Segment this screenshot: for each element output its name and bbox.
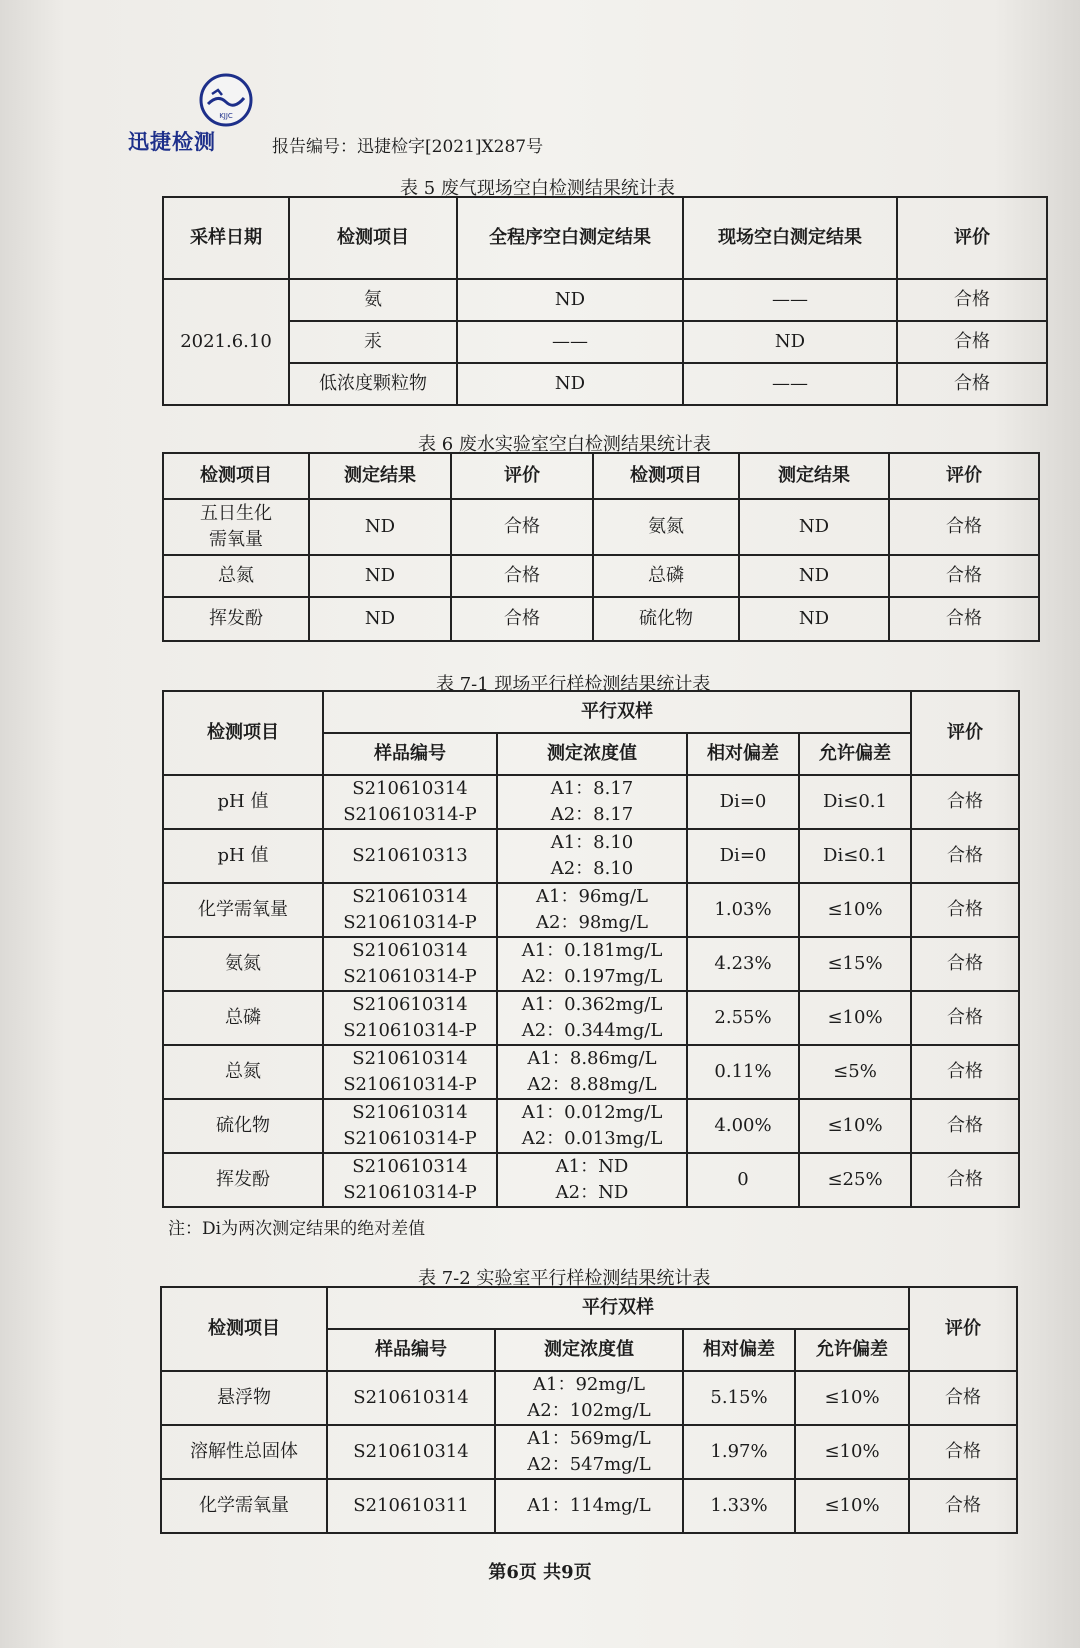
table-cell <box>163 499 309 555</box>
table-cell <box>909 1425 1017 1479</box>
cell-line: Di≤0.1 <box>823 791 887 812</box>
table71-header-item: 检测项目 <box>163 691 323 775</box>
table-cell <box>323 991 497 1045</box>
table-cell <box>795 1425 909 1479</box>
table-row <box>163 321 1047 363</box>
table-cell <box>911 991 1019 1045</box>
table71-header-row <box>163 691 1019 733</box>
table-cell: ND <box>309 597 451 641</box>
table-cell <box>323 1045 497 1099</box>
table71-header-sample: 样品编号 <box>323 733 497 775</box>
table-cell <box>799 1045 911 1099</box>
table71-header-eval: 评价 <box>911 691 1019 775</box>
table72-header-item: 检测项目 <box>161 1287 327 1371</box>
table-cell: 合格 <box>897 321 1047 363</box>
table-row <box>163 597 1039 641</box>
table-row <box>161 1371 1017 1425</box>
cell-line: S210610314-P <box>343 966 477 987</box>
table-cell <box>163 1099 323 1153</box>
cell-line: A2：8.10 <box>550 858 634 879</box>
table-row <box>161 1479 1017 1533</box>
cell-line: S210610314 <box>352 994 468 1015</box>
cell-line: A2：102mg/L <box>527 1400 651 1421</box>
cell-line: S210610314-P <box>343 912 477 933</box>
table5-caption: 表 5 废气现场空白检测结果统计表 <box>400 178 675 199</box>
table-cell <box>687 883 799 937</box>
cell-line: ≤10% <box>827 1007 883 1028</box>
cell-line: 5.15% <box>710 1387 768 1408</box>
table5-header-row <box>163 197 1047 279</box>
table-cell: 总氮 <box>163 555 309 597</box>
table-row <box>163 279 1047 321</box>
page-number: 第6页 共9页 <box>488 1562 592 1583</box>
table-cell <box>495 1425 683 1479</box>
report-number: 报告编号：迅捷检字[2021]X287号 <box>272 137 544 157</box>
table-cell <box>327 1371 495 1425</box>
table72-header-allow: 允许偏差 <box>795 1329 909 1371</box>
table-cell: ND <box>739 555 889 597</box>
table-cell: —— <box>457 321 683 363</box>
cell-line: 溶解性总固体 <box>190 1441 298 1462</box>
table-cell <box>909 1479 1017 1533</box>
table71-body <box>163 775 1019 1207</box>
cell-line: A1：8.86mg/L <box>527 1048 657 1069</box>
cell-line: ≤10% <box>824 1495 880 1516</box>
table-row <box>161 1425 1017 1479</box>
cell-line: Di=0 <box>719 791 767 812</box>
table6 <box>162 452 1040 642</box>
table-cell: ND <box>739 597 889 641</box>
cell-line: 挥发酚 <box>216 1169 270 1190</box>
cell-line: A2：0.344mg/L <box>521 1020 663 1041</box>
table6-header-cell: 评价 <box>451 453 593 499</box>
table-cell <box>323 829 497 883</box>
cell-line: S210610314-P <box>343 1128 477 1149</box>
cell-line: 合格 <box>947 953 983 974</box>
table-cell <box>327 1425 495 1479</box>
table-cell <box>323 775 497 829</box>
table-cell <box>495 1371 683 1425</box>
cell-line: A1：0.012mg/L <box>521 1102 663 1123</box>
table-cell <box>795 1371 909 1425</box>
table72-header-group: 平行双样 <box>327 1287 909 1329</box>
table-cell <box>163 1153 323 1207</box>
table-cell <box>163 991 323 1045</box>
table-cell <box>795 1479 909 1533</box>
table-cell: 氨 <box>289 279 457 321</box>
table-cell <box>687 1045 799 1099</box>
table-cell <box>683 1425 795 1479</box>
table-cell <box>911 883 1019 937</box>
cell-line: 合格 <box>947 1115 983 1136</box>
table-cell <box>323 1099 497 1153</box>
table-row <box>163 363 1047 405</box>
table-cell: ND <box>457 279 683 321</box>
table-cell: ND <box>683 321 897 363</box>
table5-header-cell: 检测项目 <box>289 197 457 279</box>
table-cell: 合格 <box>451 597 593 641</box>
brand-name: 迅捷检测 <box>128 130 216 154</box>
table-cell <box>323 1153 497 1207</box>
table-cell <box>161 1479 327 1533</box>
table-cell: 低浓度颗粒物 <box>289 363 457 405</box>
cell-line: A2：0.013mg/L <box>521 1128 663 1149</box>
table72 <box>160 1286 1018 1534</box>
table-cell: —— <box>683 363 897 405</box>
table-cell: ND <box>739 499 889 555</box>
cell-line: A1：569mg/L <box>527 1428 651 1449</box>
table-row <box>163 775 1019 829</box>
table-cell: 汞 <box>289 321 457 363</box>
table-row <box>163 883 1019 937</box>
table-row <box>163 1153 1019 1207</box>
table5-header-cell: 评价 <box>897 197 1047 279</box>
table-cell <box>799 1153 911 1207</box>
cell-line: 悬浮物 <box>217 1387 271 1408</box>
table5-header-cell: 全程序空白测定结果 <box>457 197 683 279</box>
cell-line: A1：0.181mg/L <box>521 940 663 961</box>
cell-line: S210610314-P <box>343 1182 477 1203</box>
table71-note: 注：Di为两次测定结果的绝对差值 <box>168 1219 426 1239</box>
table-cell <box>163 937 323 991</box>
cell-line: S210610314 <box>352 886 468 907</box>
table-cell <box>497 829 687 883</box>
table-cell: —— <box>683 279 897 321</box>
table-cell <box>911 1099 1019 1153</box>
cell-line: A1：ND <box>555 1156 629 1177</box>
table-cell <box>687 829 799 883</box>
table6-header-cell: 检测项目 <box>593 453 739 499</box>
table-cell <box>911 829 1019 883</box>
table-cell <box>799 883 911 937</box>
cell-line: 4.23% <box>714 953 772 974</box>
table-cell: ND <box>309 555 451 597</box>
table-cell <box>497 775 687 829</box>
table-cell <box>497 1099 687 1153</box>
table71-header-conc: 测定浓度值 <box>497 733 687 775</box>
table-cell <box>687 1153 799 1207</box>
table-cell <box>687 1099 799 1153</box>
cell-line: pH 值 <box>217 791 269 812</box>
table-cell <box>683 1479 795 1533</box>
table-cell <box>911 1153 1019 1207</box>
table-cell <box>799 829 911 883</box>
table6-header-row <box>163 453 1039 499</box>
cell-line: A1：92mg/L <box>533 1374 645 1395</box>
table-cell <box>497 937 687 991</box>
cell-line: A2：98mg/L <box>536 912 648 933</box>
cell-line: 1.33% <box>710 1495 768 1516</box>
table-cell <box>163 883 323 937</box>
cell-line: 合格 <box>947 845 983 866</box>
table-cell <box>497 1045 687 1099</box>
cell-line: A2：8.88mg/L <box>527 1074 657 1095</box>
table-row <box>163 1099 1019 1153</box>
cell-line: A1：8.17 <box>550 778 634 799</box>
table-cell <box>683 1371 795 1425</box>
table-row <box>163 937 1019 991</box>
table-cell <box>163 1045 323 1099</box>
table-cell: 合格 <box>451 499 593 555</box>
sampling-date: 2021.6.10 <box>163 279 289 405</box>
cell-line: S210610314-P <box>343 1020 477 1041</box>
cell-line: A2：0.197mg/L <box>521 966 663 987</box>
cell-line: A1：96mg/L <box>536 886 648 907</box>
table-cell: ND <box>309 499 451 555</box>
table-cell <box>161 1371 327 1425</box>
cell-line: 合格 <box>947 899 983 920</box>
table-row <box>163 499 1039 555</box>
table72-body <box>161 1371 1017 1533</box>
table-cell <box>799 991 911 1045</box>
company-logo <box>198 72 254 128</box>
cell-line: S210610314 <box>353 1441 469 1462</box>
cell-line: ≤25% <box>827 1169 883 1190</box>
cell-line: 1.97% <box>710 1441 768 1462</box>
table-row <box>163 1045 1019 1099</box>
table-cell <box>497 991 687 1045</box>
cell-line: 氨氮 <box>225 953 261 974</box>
table-cell <box>799 1099 911 1153</box>
table72-header-sample: 样品编号 <box>327 1329 495 1371</box>
table6-header-cell: 检测项目 <box>163 453 309 499</box>
cell-line: 总氮 <box>225 1061 261 1082</box>
cell-line: ≤10% <box>824 1441 880 1462</box>
cell-line: 化学需氧量 <box>198 899 288 920</box>
cell-line: 合格 <box>947 1169 983 1190</box>
cell-line: S210610314 <box>352 778 468 799</box>
cell-line: 合格 <box>947 1061 983 1082</box>
table72-caption: 表 7-2 实验室平行样检测结果统计表 <box>418 1268 711 1289</box>
table-cell <box>911 1045 1019 1099</box>
cell-line: S210610314 <box>352 1048 468 1069</box>
table5-header-cell: 采样日期 <box>163 197 289 279</box>
table-cell: 合格 <box>451 555 593 597</box>
table-cell <box>687 937 799 991</box>
cell-line: pH 值 <box>217 845 269 866</box>
cell-line: A2：ND <box>555 1182 629 1203</box>
table6-header-cell: 评价 <box>889 453 1039 499</box>
table-cell: 氨氮 <box>593 499 739 555</box>
cell-line: 总磷 <box>225 1007 261 1028</box>
table-cell <box>323 937 497 991</box>
table-cell <box>497 883 687 937</box>
table-cell <box>687 991 799 1045</box>
table72-header-eval: 评价 <box>909 1287 1017 1371</box>
table-cell <box>799 937 911 991</box>
logo-lettering: KJJC <box>219 112 233 120</box>
table-cell <box>495 1479 683 1533</box>
cell-line: ≤10% <box>824 1387 880 1408</box>
cell-line: 硫化物 <box>216 1115 270 1136</box>
table-cell <box>909 1371 1017 1425</box>
table-row <box>163 555 1039 597</box>
cell-line: S210610314 <box>352 940 468 961</box>
cell-line: 合格 <box>945 1387 981 1408</box>
cell-line: 2.55% <box>714 1007 772 1028</box>
cell-line: 化学需氧量 <box>199 1495 289 1516</box>
table-cell: 总磷 <box>593 555 739 597</box>
table-cell <box>161 1425 327 1479</box>
cell-line: A1：8.10 <box>550 832 634 853</box>
cell-line: ≤10% <box>827 1115 883 1136</box>
table-cell: 合格 <box>889 499 1039 555</box>
cell-line: A2：8.17 <box>550 804 634 825</box>
table5-header-cell: 现场空白测定结果 <box>683 197 897 279</box>
table6-caption: 表 6 废水实验室空白检测结果统计表 <box>418 434 711 455</box>
table71 <box>162 690 1020 1208</box>
cell-line: S210610314-P <box>343 1074 477 1095</box>
table-cell <box>911 937 1019 991</box>
table-cell: ND <box>457 363 683 405</box>
cell-line: ≤5% <box>833 1061 877 1082</box>
cell-line: S210610313 <box>352 845 468 866</box>
table-cell: 合格 <box>889 555 1039 597</box>
cell-line: S210610314-P <box>343 804 477 825</box>
cell-line: 合格 <box>947 1007 983 1028</box>
cell-line: S210610314 <box>353 1387 469 1408</box>
table-cell <box>687 775 799 829</box>
table71-header-allow: 允许偏差 <box>799 733 911 775</box>
table71-header-rel: 相对偏差 <box>687 733 799 775</box>
table-cell <box>911 775 1019 829</box>
table-cell: 挥发酚 <box>163 597 309 641</box>
table71-caption: 表 7-1 现场平行样检测结果统计表 <box>436 674 711 695</box>
table-cell: 合格 <box>889 597 1039 641</box>
cell-line: A1：114mg/L <box>527 1495 651 1516</box>
cell-line: 合格 <box>947 791 983 812</box>
table72-header-rel: 相对偏差 <box>683 1329 795 1371</box>
cell-line: A2：547mg/L <box>527 1454 651 1475</box>
table6-header-cell: 测定结果 <box>309 453 451 499</box>
cell-line: 1.03% <box>714 899 772 920</box>
cell-line: 0 <box>737 1169 749 1190</box>
table-cell: 硫化物 <box>593 597 739 641</box>
table-cell <box>323 883 497 937</box>
table71-header-group: 平行双样 <box>323 691 911 733</box>
cell-line: 合格 <box>945 1441 981 1462</box>
item-line: 需氧量 <box>209 529 263 550</box>
table-cell: 合格 <box>897 363 1047 405</box>
cell-line: ≤10% <box>827 899 883 920</box>
cell-line: S210610314 <box>352 1102 468 1123</box>
cell-line: Di=0 <box>719 845 767 866</box>
table72-header-row <box>161 1287 1017 1329</box>
table5 <box>162 196 1048 406</box>
table-cell <box>799 775 911 829</box>
table-row <box>163 991 1019 1045</box>
table72-header-conc: 测定浓度值 <box>495 1329 683 1371</box>
table-row <box>163 829 1019 883</box>
cell-line: S210610314 <box>352 1156 468 1177</box>
table-cell: 合格 <box>897 279 1047 321</box>
table-cell <box>163 775 323 829</box>
table-cell <box>497 1153 687 1207</box>
cell-line: ≤15% <box>827 953 883 974</box>
cell-line: Di≤0.1 <box>823 845 887 866</box>
item-line: 五日生化 <box>200 503 272 524</box>
cell-line: S210610311 <box>353 1495 469 1516</box>
cell-line: 合格 <box>945 1495 981 1516</box>
cell-line: 4.00% <box>714 1115 772 1136</box>
cell-line: A1：0.362mg/L <box>521 994 663 1015</box>
table-cell <box>327 1479 495 1533</box>
table6-header-cell: 测定结果 <box>739 453 889 499</box>
table-cell <box>163 829 323 883</box>
cell-line: 0.11% <box>714 1061 772 1082</box>
